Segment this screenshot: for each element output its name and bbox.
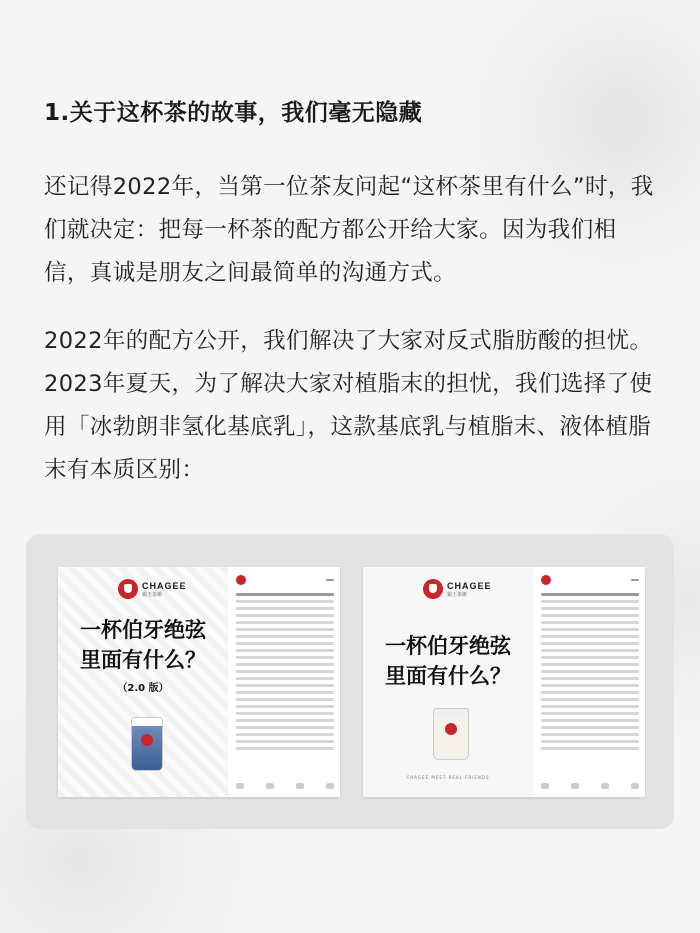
chagee-logo [423,579,492,599]
cover-title: 一杯伯牙绝弦 里面有什么？ [385,633,511,688]
chagee-logo [118,579,187,599]
chagee-logo-icon [423,579,443,599]
post-text-panel [535,567,645,797]
cover-title: 一杯伯牙绝弦 里面有什么？ [80,617,206,672]
paragraph-base-milk: 2022年的配方公开，我们解决了大家对反式脂肪酸的担忧。2023年夏天，为了解决大家对植脂末的担忧，我们选择了使用「冰勃朗非氢化基底乳」，这款基底乳与植脂末、液体植脂末有本质区别： [44,328,653,483]
cover-version: （2.0 版） [117,683,169,694]
post-cover [58,567,228,797]
chagee-logo-icon [118,579,138,599]
brand-name: CHAGEE [142,580,187,591]
cover-tagline: CHAGEE,MEET REAL FRIENDS [406,775,490,780]
brand-name-cn: 霸王茶姬 [142,591,163,598]
paragraph-history: 还记得2022年，当第一位茶友问起“这杯茶里有什么”时，我们就决定：把每一杯茶的配方都公开给大家。因为我们相信，真诚是朋友之间最简单的沟通方式。 [44,174,654,286]
post-text-panel [230,567,340,797]
post-cover [363,567,533,797]
avatar [236,575,246,585]
brand-name: CHAGEE [447,580,492,591]
brand-name-cn: 霸王茶姬 [447,591,468,598]
post-screenshot-card [58,567,340,797]
tea-cup-image [433,708,469,760]
tea-cup-image [131,717,163,771]
avatar [541,575,551,585]
post-screenshot-card [363,567,645,797]
section-heading: 1.关于这杯茶的故事，我们毫无隐藏 [44,100,423,126]
screenshot-gallery [26,534,674,829]
